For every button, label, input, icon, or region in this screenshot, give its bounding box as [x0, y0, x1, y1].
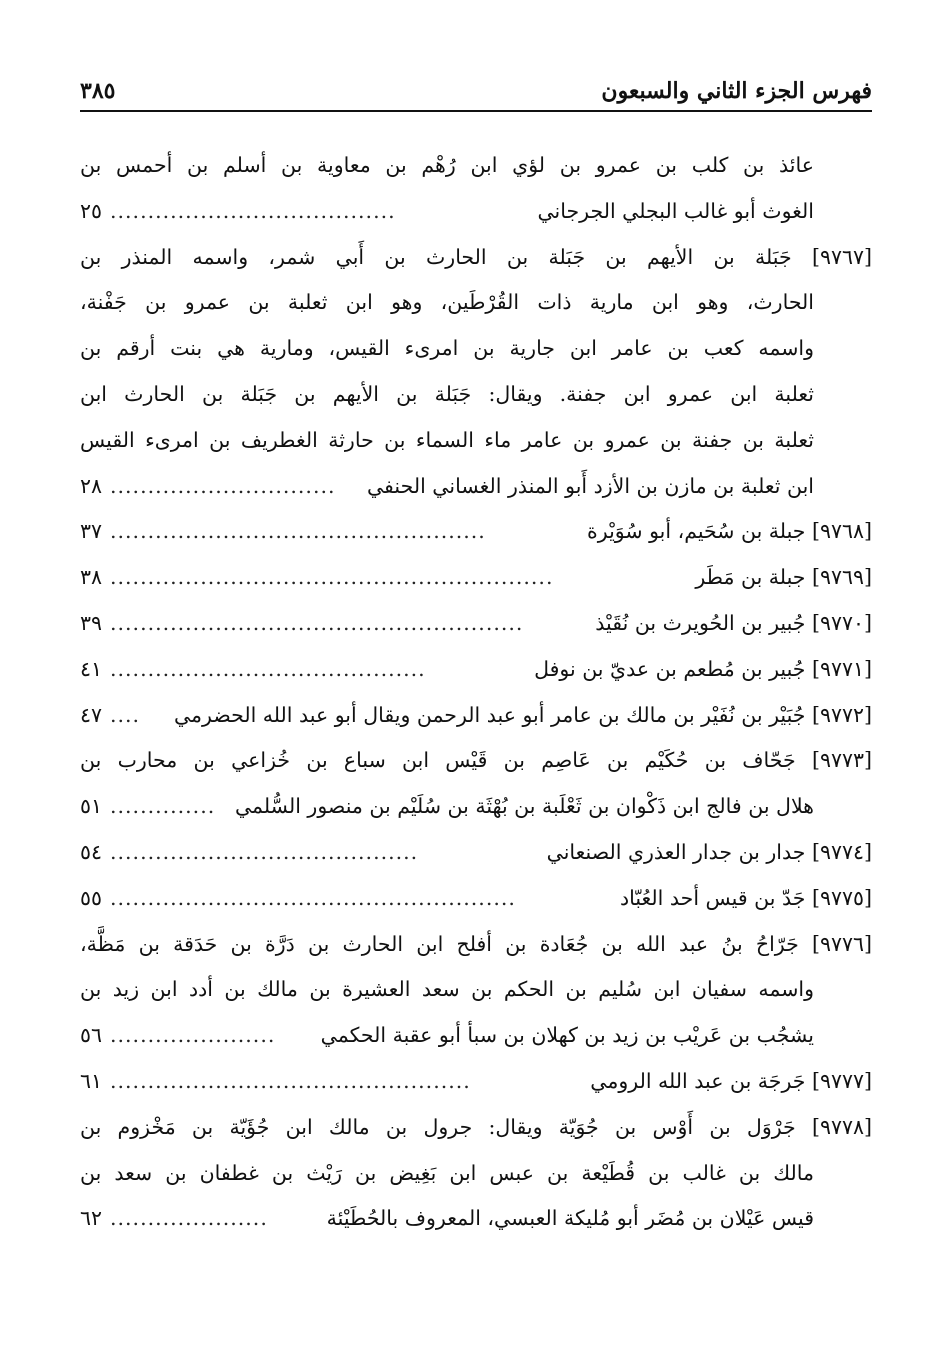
index-line: [80, 601, 872, 647]
leader-dots: ..........................................: [110, 656, 426, 681]
entry-page-number: ٥١: [80, 794, 103, 819]
entry-page-number: ٣٩: [80, 610, 103, 635]
entry-text: [٩٧٦٩] جبلة بن مَطَر: [695, 565, 872, 590]
entry-text: الحارث، وهو ابن مارية ذات القُرْطَين، وهو ابن ثعلبة بن عمرو بن جَفْنة،: [80, 290, 814, 315]
entry-text: [٩٧٧٨] جَرْوَل بن أَوْس بن جُوَيّة ويقال: جرول بن مالك ابن جُؤَيّة بن مَخْزوم بن: [80, 1114, 872, 1139]
index-line: [80, 784, 872, 830]
entry-text: [٩٧٦٧] جَبَلة بن الأيهم بن جَبَلة بن الحارث بن أَبي شمر، واسمه المنذر بن: [80, 244, 872, 269]
header-title: فهرس الجزء الثاني والسبعون: [601, 78, 872, 104]
index-line: [80, 326, 872, 372]
index-content: [80, 143, 872, 1308]
index-line: [80, 372, 872, 418]
entry-text: ثعلبة ابن عمرو ابن جفنة. ويقال: جَبَلة بن الأيهم بن جَبَلة بن الحارث ابن: [80, 381, 814, 406]
index-line: [80, 235, 872, 281]
header-page-number: ٣٨٥: [80, 78, 116, 104]
entry-text: ثعلبة بن جفنة بن عمرو بن عامر ماء السماء بن حارثة الغطريف بن امرىء القيس: [80, 427, 814, 452]
index-line: [80, 509, 872, 555]
entry-text: عائذ بن كلب بن عمرو بن لؤي ابن رُهْم بن معاوية بن أسلم بن أحمس بن: [80, 153, 814, 177]
entry-text: [٩٧٧١] جُبير بن مُطعم بن عديّ بن نوفل: [534, 656, 872, 681]
index-line: [80, 1013, 872, 1059]
entry-text: مالك بن غالب بن قُطَيْعة بن عبس ابن بَغِيض بن رَيْث بن غطفان بن سعد بن: [80, 1160, 814, 1185]
index-line: [80, 1059, 872, 1105]
leader-dots: ..................................................: [110, 519, 486, 544]
index-line: [80, 143, 872, 189]
index-line: [80, 647, 872, 693]
index-line: [80, 1105, 872, 1151]
entry-page-number: ٢٥: [80, 198, 103, 223]
index-line: [80, 1151, 872, 1197]
index-line: [80, 1196, 872, 1242]
entry-text: [٩٧٧٣] جَحّاف بن حُكَيْم بن عَاصِم بن قَيْس ابن سباع بن خُزاعي بن محارب بن: [80, 748, 872, 773]
entry-text: واسمه كعب بن عامر ابن جارية بن امرىء القيس، ومارية هي بنت أرقم بن: [80, 336, 814, 361]
index-line: [80, 464, 872, 510]
index-line: [80, 876, 872, 922]
entry-text: قيس عَيْلان بن مُضَر أبو مُليكة العبسي، المعروف بالحُطَيْئة: [326, 1206, 814, 1231]
entry-text: [٩٧٧٧] جَرجَة بن عبد الله الرومي: [590, 1068, 872, 1093]
leader-dots: .....................: [110, 1206, 268, 1231]
entry-page-number: ٥٦: [80, 1023, 103, 1048]
leader-dots: ................................................: [110, 1068, 471, 1093]
leader-dots: ...........................................................: [110, 565, 554, 590]
entry-text: واسمه سفيان ابن سُليم بن الحكم بن سعد العشيرة بن مالك بن أدد ابن زيد بن: [80, 977, 814, 1002]
index-line: [80, 738, 872, 784]
leader-dots: .......................................................: [110, 610, 524, 635]
index-line: [80, 280, 872, 326]
entry-page-number: ٤١: [80, 656, 103, 681]
leader-dots: ......................................: [110, 198, 396, 223]
entry-page-number: ٥٥: [80, 885, 103, 910]
leader-dots: ......................: [110, 1023, 276, 1048]
entry-text: يشجُب بن عَريْب بن زيد بن كهلان بن سبأ أبو عقبة الحكمي: [320, 1023, 814, 1048]
leader-dots: ..............................: [110, 473, 336, 498]
entry-text: [٩٧٦٨] جبلة بن سُحَيم، أبو سُوَيْرة: [587, 519, 872, 544]
entry-text: [٩٧٧٢] جُبَيْر بن نُفَيْر بن مالك بن عامر أبو عبد الرحمن ويقال أبو عبد الله الحضرمي: [173, 702, 872, 727]
index-line: [80, 693, 872, 739]
entry-page-number: ٥٤: [80, 839, 103, 864]
entry-text: الغوث أبو غالب البجلي الجرجاني: [537, 198, 814, 223]
leader-dots: .........................................: [110, 839, 419, 864]
index-line: [80, 922, 872, 968]
entry-page-number: ٤٧: [80, 702, 103, 727]
entry-text: [٩٧٧٠] جُبير بن الحُويرث بن نُقَيْذ: [595, 610, 872, 635]
entry-text: ابن ثعلبة بن مازن بن الأزد أَبو المنذر الغساني الحنفي: [366, 473, 814, 498]
entry-page-number: ٣٧: [80, 519, 103, 544]
page-header: [80, 74, 872, 112]
index-line: [80, 418, 872, 464]
leader-dots: ..............: [110, 794, 216, 819]
index-line: [80, 555, 872, 601]
entry-page-number: ٣٨: [80, 565, 103, 590]
entry-page-number: ٢٨: [80, 473, 103, 498]
leader-dots: ......................................................: [110, 885, 516, 910]
entry-text: [٩٧٧٤] جدار بن جدار العذري الصنعاني: [546, 839, 872, 864]
entry-text: [٩٧٧٦] جَرّاحُ بنُ عبد الله بن جُعَادة بن أفلح ابن الحارث بن دَرَّة بن حَدَقة بن مَظَّة،: [80, 931, 872, 956]
entry-page-number: ٦١: [80, 1068, 103, 1093]
index-line: [80, 967, 872, 1013]
index-line: [80, 189, 872, 235]
entry-text: [٩٧٧٥] جَدّ بن قيس أحد العُبّاد: [619, 885, 872, 910]
index-line: [80, 830, 872, 876]
entry-page-number: ٦٢: [80, 1206, 103, 1231]
entry-text: هلال بن فالج ابن ذَكْوان بن ثَعْلَبة بن بُهْثَة بن سُلَيْم بن منصور السُّلمي: [234, 794, 814, 819]
leader-dots: ....: [110, 702, 141, 727]
